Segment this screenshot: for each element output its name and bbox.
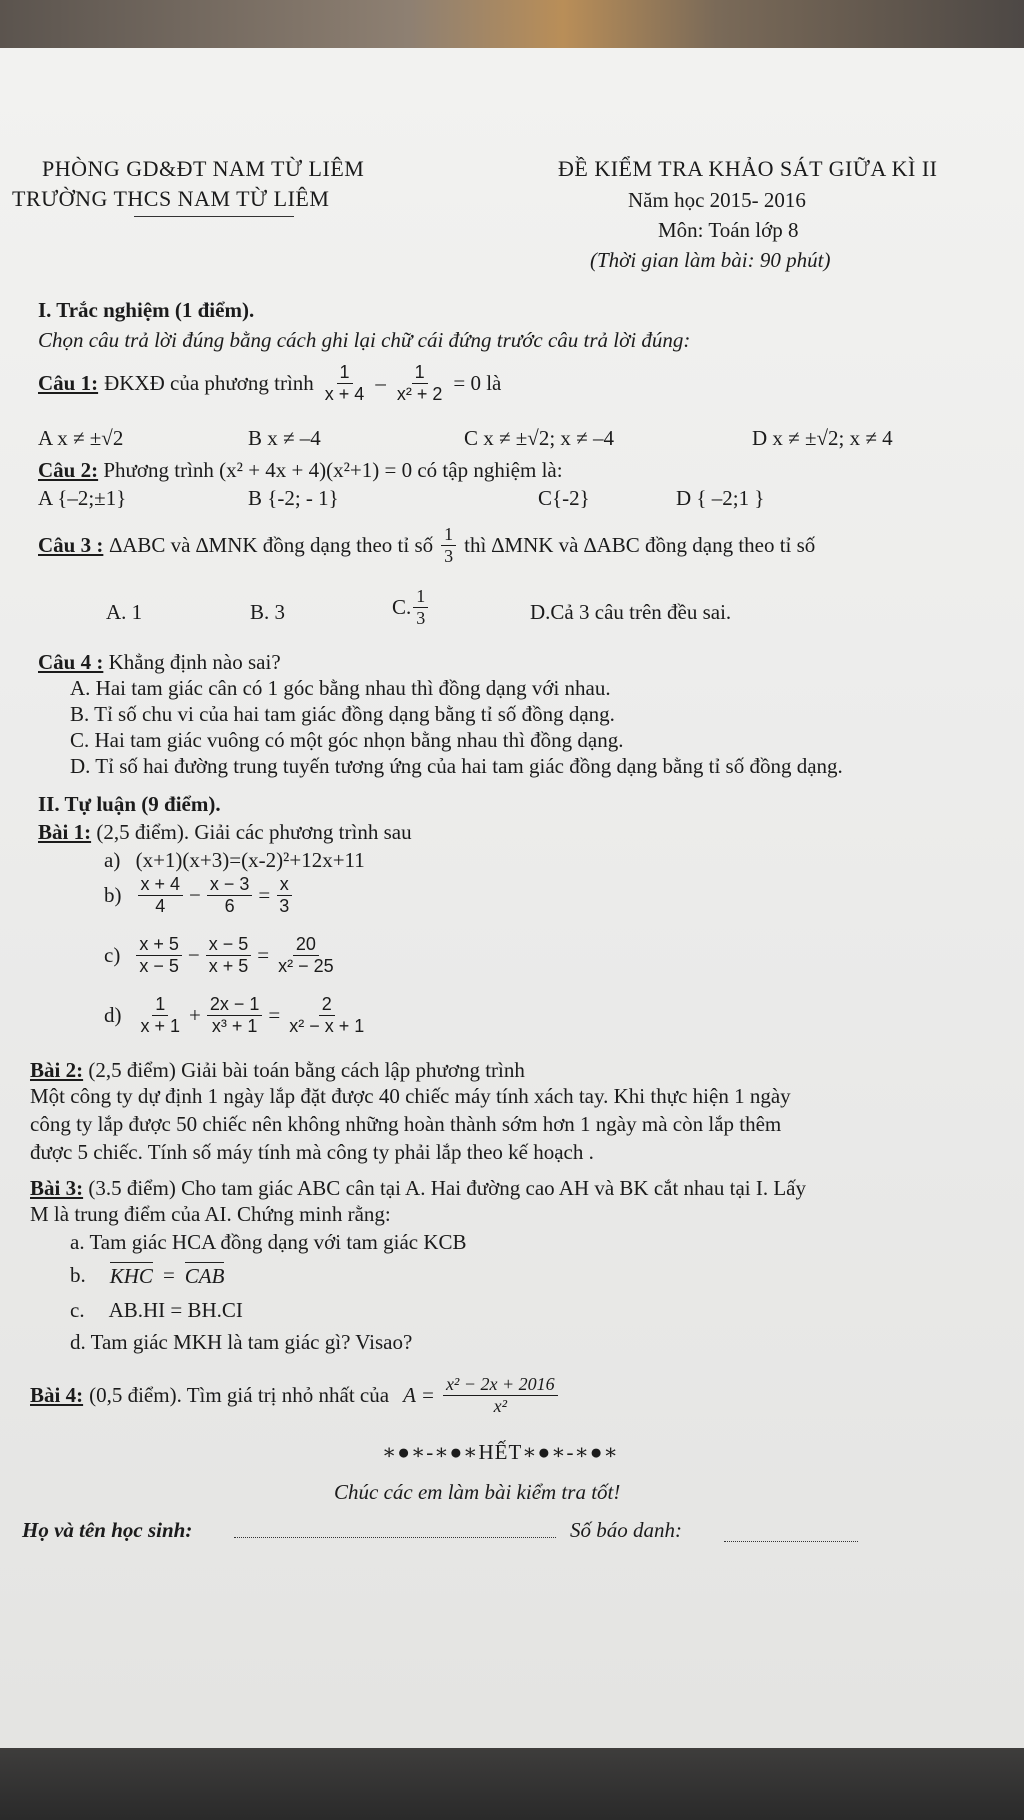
bai-3c-label: c. xyxy=(70,1298,85,1322)
bai-1d-d3: x² − x + 1 xyxy=(289,1015,365,1036)
school-underline xyxy=(134,216,294,217)
bai-1b-label: b) xyxy=(104,882,122,907)
bai-1b-d1: 4 xyxy=(155,895,166,916)
angle-cab: CAB xyxy=(184,1264,225,1288)
bai-4-text: (0,5 điểm). Tìm giá trị nhỏ nhất của xyxy=(89,1382,390,1407)
bai-1c-d3: x² − 25 xyxy=(278,955,334,976)
q4-option-a: A. Hai tam giác cân có 1 góc bằng nhau thì đồng dạng với nhau. xyxy=(70,676,611,700)
bai-1d-frac-1 xyxy=(138,994,184,1036)
bai-1b-n1: x + 4 xyxy=(138,874,184,896)
bai-1b-frac-3 xyxy=(276,874,292,916)
q1-option-c: C x ≠ ±√2; x ≠ –4 xyxy=(464,426,614,450)
bai-1d xyxy=(104,994,369,1036)
bai-3b xyxy=(70,1262,224,1289)
q4-option-c: C. Hai tam giác vuông có một góc nhọn bằng nhau thì đồng dạng. xyxy=(70,728,624,752)
bai-2-text: (2,5 điểm) Giải bài toán bằng cách lập phương trình xyxy=(88,1058,525,1082)
bai-3b-equals: = xyxy=(162,1263,175,1287)
bai-2-label: Bài 2: xyxy=(30,1058,84,1082)
bai-1c-d2: x + 5 xyxy=(208,955,249,976)
bai-1d-n3: 2 xyxy=(319,994,335,1016)
bai-4-denominator: x² xyxy=(493,1395,507,1416)
student-id-label: Số báo danh: xyxy=(570,1518,682,1542)
bai-3d: d. Tam giác MKH là tam giác gì? Visao? xyxy=(70,1330,413,1354)
background-surface xyxy=(0,1748,1024,1820)
bai-1b-frac-1 xyxy=(138,874,184,916)
bai-3-line-2: M là trung điểm của AI. Chứng minh rằng: xyxy=(30,1202,391,1226)
q3-c-denominator: 3 xyxy=(416,607,426,628)
bai-2-line-3: được 5 chiếc. Tính số máy tính mà công ty phải lắp theo kế hoạch . xyxy=(30,1140,594,1164)
background-object xyxy=(0,0,1024,48)
question-3-text-before: ∆ABC và ∆MNK đồng dạng theo tỉ số xyxy=(109,532,434,557)
bai-4-label: Bài 4: xyxy=(30,1382,84,1407)
exam-paper xyxy=(0,48,1024,1748)
q2-option-d: D { –2;1 } xyxy=(676,486,765,510)
q3-frac-numerator: 1 xyxy=(441,524,456,546)
bai-1d-n1: 1 xyxy=(152,994,168,1016)
bai-4-numerator: x² − 2x + 2016 xyxy=(443,1374,558,1396)
bai-4-a-prefix: A = xyxy=(403,1382,435,1407)
bai-1d-n2: 2x − 1 xyxy=(207,994,263,1016)
bai-1d-label: d) xyxy=(104,1002,122,1027)
q2-option-b: B {-2; - 1} xyxy=(248,486,339,510)
question-1-text: ĐKXĐ của phương trình xyxy=(104,370,314,395)
bai-1b-frac-2 xyxy=(207,874,253,916)
bai-3-label: Bài 3: xyxy=(30,1176,84,1200)
q3-c-numerator: 1 xyxy=(413,586,428,608)
part1-instruction: Chọn câu trả lời đúng bằng cách ghi lại chữ cái đứng trước câu trả lời đúng: xyxy=(38,328,691,352)
question-1 xyxy=(38,362,501,404)
q2-option-a: A {–2;±1} xyxy=(38,486,127,510)
bai-1-text: (2,5 điểm). Giải các phương trình sau xyxy=(96,820,412,844)
bai-3 xyxy=(30,1176,806,1201)
q4-option-d: D. Tỉ số hai đường trung tuyến tương ứng của hai tam giác đồng dạng bằng tỉ số đồng dạng. xyxy=(70,754,843,778)
bai-3-text: (3.5 điểm) Cho tam giác ABC cân tại A. Hai đường cao AH và BK cắt nhau tại I. Lấy xyxy=(88,1176,806,1200)
department-name: PHÒNG GD&ĐT NAM TỪ LIÊM xyxy=(42,156,365,181)
bai-1b-equals: = xyxy=(258,882,271,907)
bai-1b-d3: 3 xyxy=(279,895,290,916)
q1-minus: – xyxy=(375,370,386,395)
q1-option-d: D x ≠ ±√2; x ≠ 4 xyxy=(752,426,893,450)
bai-1b xyxy=(104,874,294,916)
bai-1a-label: a) xyxy=(104,848,121,872)
bai-4 xyxy=(30,1374,560,1416)
q1-frac2-numerator: 1 xyxy=(412,362,428,384)
bai-3c xyxy=(70,1298,243,1323)
subject: Môn: Toán lớp 8 xyxy=(658,218,799,242)
bai-3b-label: b. xyxy=(70,1263,86,1287)
bai-1c xyxy=(104,934,339,976)
bai-1 xyxy=(38,820,412,845)
bai-1b-n2: x − 3 xyxy=(207,874,253,896)
bai-1a-equation: (x+1)(x+3)=(x-2)²+12x+11 xyxy=(135,848,365,872)
bai-2-line-1: Một công ty dự định 1 ngày lắp đặt được 40 chiếc máy tính xách tay. Khi thực hiện 1 ngày xyxy=(30,1084,791,1108)
bai-1d-d1: x + 1 xyxy=(140,1015,181,1036)
q1-frac1-numerator: 1 xyxy=(337,362,353,384)
bai-1c-frac-2 xyxy=(206,934,252,976)
closing-wish: Chúc các em làm bài kiểm tra tốt! xyxy=(334,1480,621,1504)
q3-option-a: A. 1 xyxy=(106,600,143,624)
bai-4-fraction xyxy=(443,1374,558,1416)
bai-1b-minus: − xyxy=(189,882,201,907)
bai-3a: a. Tam giác HCA đồng dạng với tam giác KCB xyxy=(70,1230,467,1254)
bai-1d-d2: x³ + 1 xyxy=(211,1015,258,1036)
q3-frac-denominator: 3 xyxy=(444,545,454,566)
bai-1c-equals: = xyxy=(257,942,270,967)
bai-3c-equation: AB.HI = BH.CI xyxy=(108,1298,243,1322)
question-2 xyxy=(38,458,563,483)
exam-title: ĐỀ KIỂM TRA KHẢO SÁT GIỮA KÌ II xyxy=(558,156,938,181)
bai-1c-n2: x − 5 xyxy=(206,934,252,956)
question-2-text: Phương trình (x² + 4x + 4)(x²+1) = 0 có tập nghiệm là: xyxy=(103,458,563,482)
student-name-line xyxy=(234,1536,556,1538)
q1-fraction-2 xyxy=(394,362,446,404)
q3-option-c-fraction xyxy=(413,586,428,628)
question-4-text: Khẳng định nào sai? xyxy=(108,650,281,674)
question-1-label: Câu 1: xyxy=(38,370,99,395)
student-id-line xyxy=(724,1540,858,1542)
q1-frac2-denominator: x² + 2 xyxy=(396,383,443,404)
q3-option-c xyxy=(392,586,430,628)
end-marker: ∗●∗-∗●∗HẾT∗●∗-∗●∗ xyxy=(382,1440,619,1464)
bai-1c-frac-1 xyxy=(136,934,182,976)
bai-1c-n1: x + 5 xyxy=(136,934,182,956)
bai-1d-equals: = xyxy=(268,1002,281,1027)
q3-option-b: B. 3 xyxy=(250,600,286,624)
q1-tail: = 0 là xyxy=(453,370,502,395)
exam-duration: (Thời gian làm bài: 90 phút) xyxy=(590,248,831,272)
bai-1c-d1: x − 5 xyxy=(139,955,179,976)
bai-1b-d2: 6 xyxy=(224,895,235,916)
bai-1c-label: c) xyxy=(104,942,121,967)
part2-title: II. Tự luận (9 điểm). xyxy=(38,792,221,816)
bai-1c-frac-3 xyxy=(275,934,337,976)
school-year: Năm học 2015- 2016 xyxy=(628,188,806,212)
q3-option-c-prefix: C. xyxy=(392,594,412,619)
bai-1d-frac-2 xyxy=(207,994,263,1036)
bai-1d-frac-3 xyxy=(286,994,367,1036)
question-2-label: Câu 2: xyxy=(38,458,99,482)
question-3-text-after: thì ∆MNK và ∆ABC đồng dạng theo tỉ số xyxy=(464,532,816,557)
bai-2 xyxy=(30,1058,525,1083)
question-4-label: Câu 4 : xyxy=(38,650,104,674)
bai-2-line-2: công ty lắp được 50 chiếc nên không những hoàn thành sớm hơn 1 ngày mà còn lắp thêm xyxy=(30,1112,782,1136)
bai-1c-n3: 20 xyxy=(293,934,319,956)
question-3 xyxy=(38,524,815,566)
q3-option-d: D.Cả 3 câu trên đều sai. xyxy=(530,600,732,624)
school-name: TRƯỜNG THCS NAM TỪ LIÊM xyxy=(12,186,330,211)
question-3-label: Câu 3 : xyxy=(38,532,104,557)
question-4 xyxy=(38,650,281,675)
angle-khc: KHC xyxy=(109,1264,153,1288)
q3-fraction xyxy=(441,524,456,566)
bai-1-label: Bài 1: xyxy=(38,820,92,844)
bai-1a xyxy=(104,848,365,873)
q1-frac1-denominator: x + 4 xyxy=(324,383,365,404)
student-name-label: Họ và tên học sinh: xyxy=(22,1518,193,1542)
part1-title: I. Trắc nghiệm (1 điểm). xyxy=(38,298,255,322)
q1-option-a: A x ≠ ±√2 xyxy=(38,426,124,450)
bai-1b-n3: x xyxy=(277,874,292,896)
q4-option-b: B. Tỉ số chu vi của hai tam giác đồng dạng bằng tỉ số đồng dạng. xyxy=(70,702,615,726)
bai-1d-plus: + xyxy=(189,1002,201,1027)
q2-option-c: C{-2} xyxy=(538,486,590,510)
bai-1c-minus: − xyxy=(187,942,200,967)
q1-option-b: B x ≠ –4 xyxy=(248,426,321,450)
q1-fraction-1 xyxy=(322,362,368,404)
